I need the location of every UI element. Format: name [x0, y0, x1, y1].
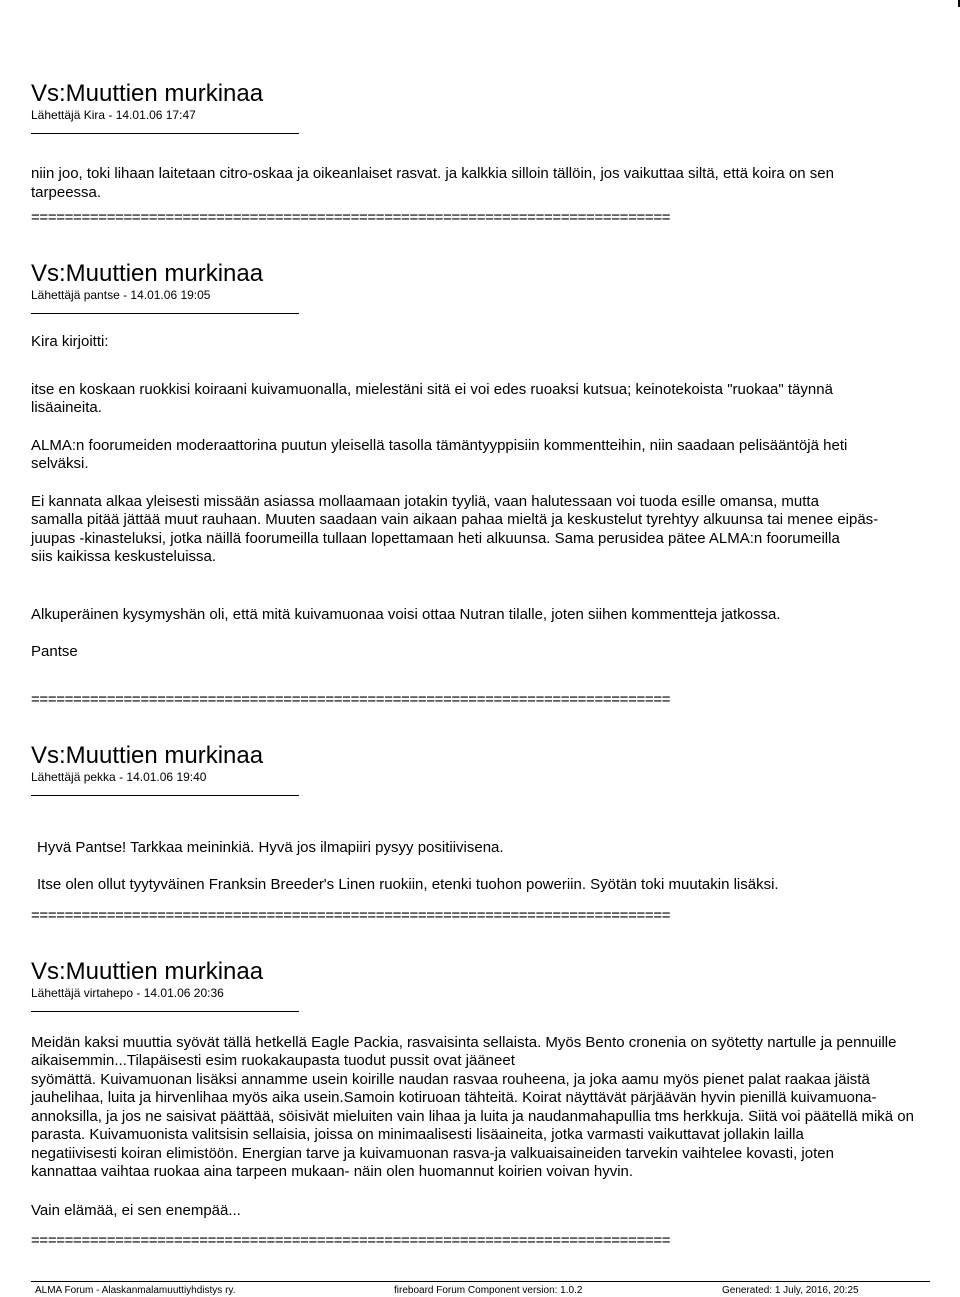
post-body-line: siis kaikissa keskusteluissa. — [31, 548, 217, 565]
footer-generated-date: Generated: 1 July, 2016, 20:25 — [722, 1285, 859, 1296]
post-body-line: annoksilla, ja jos ne saisivat päättää, söisivät mieluiten vain lihaa ja luita ja naudanmahapullia tms herkkuja. Siitä voi päätellä mikä on — [31, 1107, 914, 1125]
forum-post — [31, 80, 960, 227]
quote-line: lisäaineita. — [31, 399, 102, 416]
post-separator: ============================================================================ — [31, 1232, 671, 1249]
post-author-date: Lähettäjä Kira - 14.01.06 17:47 — [31, 108, 196, 122]
quote-intro: Kira kirjoitti: — [31, 333, 109, 350]
post-body-line: ALMA:n foorumeiden moderaattorina puutun yleisellä tasolla tämäntyyppisiin kommentteihin, niin saadaan pelisääntöjä heti — [31, 436, 848, 454]
post-body-line: samalla pitää jättää muut rauhaan. Muuten saadaan vain aikaan pahaa mieltä ja keskustelut tyrehtyy alkuunsa tai menee eipäs- — [31, 511, 879, 528]
post-author-date: Lähettäjä pekka - 14.01.06 19:40 — [31, 769, 207, 784]
post-separator: ============================================================================ — [31, 690, 671, 708]
post-body-line: kannattaa vaihtaa ruokaa aina tarpeen mukaan- näin olen huomannut koirien voivan hyvin. — [31, 1163, 634, 1180]
post-title: Vs:Muuttien murkinaa — [31, 260, 264, 287]
post-title: Vs:Muuttien murkinaa — [31, 80, 264, 107]
quote-line: itse en koskaan ruokkisi koiraani kuivamuonalla, mielestäni sitä ei voi edes ruoaksi kutsua; keinotekoista "ruokaa" täynnä — [31, 380, 833, 398]
post-body-line: Itse olen ollut tyytyväinen Franksin Breeder's Linen ruokiin, etenki tuohon poweriin. Syötän toki muutakin lisäksi. — [37, 876, 779, 893]
post-title: Vs:Muuttien murkinaa — [31, 741, 264, 769]
post-body-line: juupas -kinasteluksi, jotka näillä foorumeilla tullaan lopettamaan heti alkuunsa. Sama perusidea pätee ALMA:n foorumeilla — [31, 529, 840, 547]
post-body-line: parasta. Kuivamuonista valitsisin sellaisia, joissa on minimaalisesti lisäaineita, jotka varmasti vaikuttavat jollakin lailla — [31, 1126, 804, 1143]
forum-post — [31, 742, 960, 925]
post-body-line: Alkuperäinen kysymyshän oli, että mitä kuivamuonaa voisi ottaa Nutran tilalle, joten siihen kommentteja jatkossa. — [31, 605, 781, 623]
post-signature: Pantse — [31, 643, 78, 660]
post-body-line: selväksi. — [31, 455, 89, 472]
footer-divider — [31, 1281, 930, 1282]
post-title: Vs:Muuttien murkinaa — [31, 957, 264, 985]
forum-thread — [31, 80, 960, 1250]
post-body-line: Hyvä Pantse! Tarkkaa meininkiä. Hyvä jos ilmapiiri pysyy positiivisena. — [37, 838, 504, 856]
footer-site-name: ALMA Forum - Alaskanmalamuuttiyhdistys ry. — [35, 1285, 236, 1296]
footer-component-version: fireboard Forum Component version: 1.0.2 — [394, 1285, 583, 1296]
post-closing: Vain elämää, ei sen enempää... — [31, 1201, 241, 1219]
post-body-line: niin joo, toki lihaan laitetaan citro-oskaa ja oikeanlaiset rasvat. ja kalkkia silloin tällöin, jos vaikuttaa siltä, että koira on sen — [31, 165, 834, 182]
post-body-line: Meidän kaksi muuttia syövät tällä hetkellä Eagle Packia, rasvaisinta sellaista. Myös Bento cronenia on syötetty nartulle ja pennuille — [31, 1033, 897, 1051]
post-body-line: Ei kannata alkaa yleisesti missään asiassa mollaamaan jotakin tyyliä, vaan halutessaan voi tuoda esille omansa, mutta — [31, 492, 819, 510]
post-body-line: aikaisemmin...Tilapäisesti esim ruokakaupasta tuodut pussit ovat jääneet — [31, 1052, 515, 1069]
post-author-date: Lähettäjä virtahepo - 14.01.06 20:36 — [31, 985, 224, 1000]
post-body-line: tarpeessa. — [31, 183, 102, 201]
post-body-line: negatiivisesti koiran elimistöön. Energian tarve ja kuivamuonan rasva-ja valkuaisaineiden tarvekin vaihtelee kovasti, joten — [31, 1144, 834, 1162]
post-separator: ============================================================================ — [31, 209, 671, 226]
forum-post — [31, 260, 960, 709]
post-separator: ============================================================================ — [31, 906, 671, 924]
post-author-date: Lähettäjä pantse - 14.01.06 19:05 — [31, 288, 211, 302]
post-body-line: syömättä. Kuivamuonan lisäksi annamme usein koirille naudan rasvaa rouheena, ja joka aamu myös pienet palat raakaa jäistä — [31, 1070, 870, 1088]
forum-post — [31, 958, 960, 1251]
post-body-line: jauhelihaa, luita ja hirvenlihaa myös aika usein.Samoin kotiruoan tähteitä. Koirat näyttävät pärjäävän hyvin pienillä kuivamuona- — [31, 1089, 877, 1106]
